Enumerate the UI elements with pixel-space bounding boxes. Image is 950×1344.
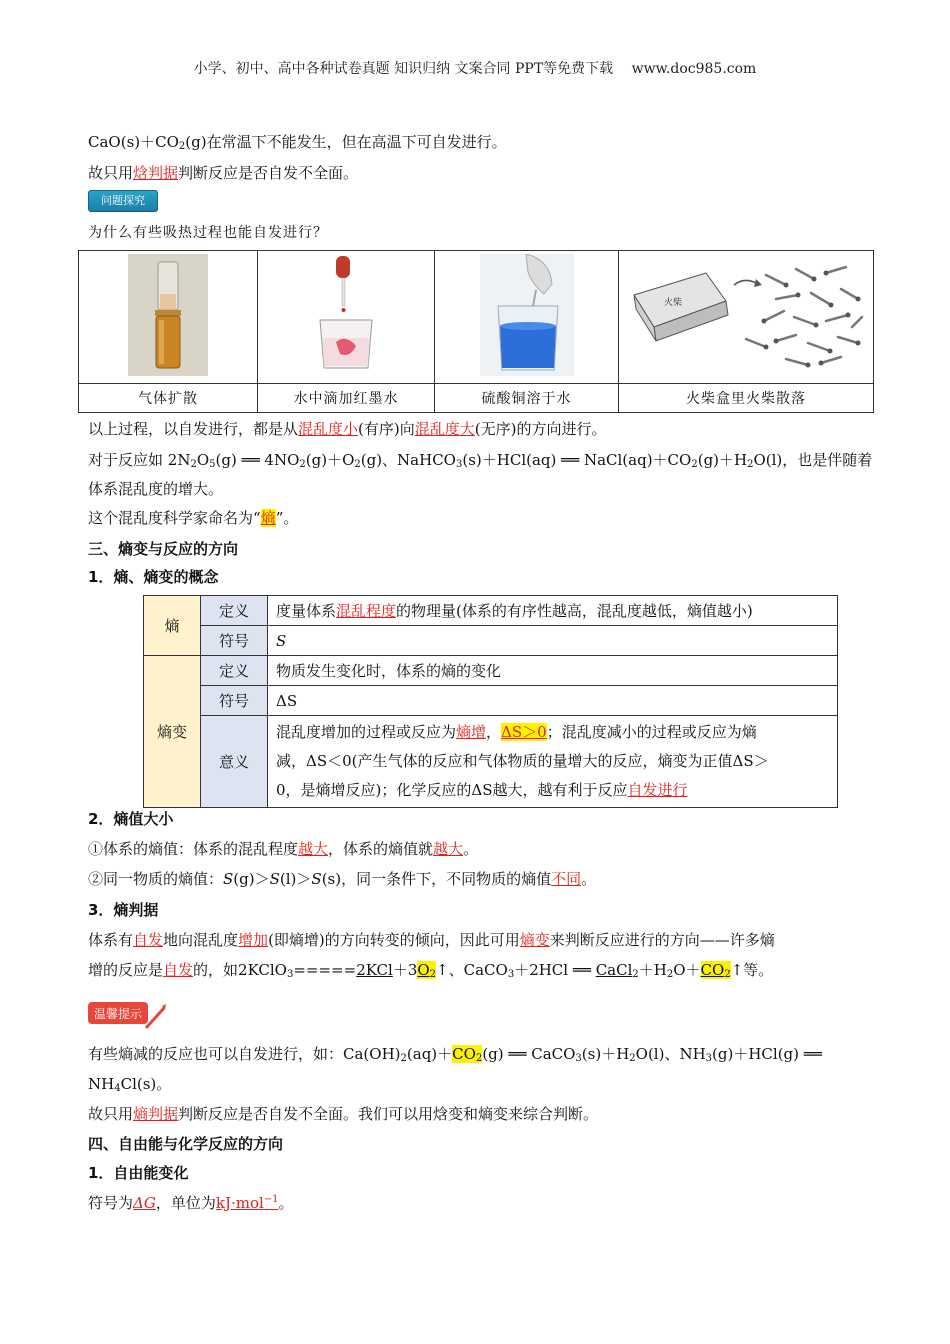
copper-sulfate-image xyxy=(435,251,619,384)
cell-def-2: 定义 xyxy=(201,656,268,686)
red-ink-image xyxy=(258,251,435,384)
section-3-title: 三、熵变与反应的方向 xyxy=(88,540,239,558)
caption-matches: 火柴盒里火柴散落 xyxy=(619,384,874,413)
caption-red-ink: 水中滴加红墨水 xyxy=(258,384,435,413)
subsection-3-1-title: 1．熵、熵变的概念 xyxy=(88,568,219,586)
cell-entropy-change: 熵变 xyxy=(144,656,201,808)
matches-image xyxy=(619,251,874,384)
para-entropy-criterion-2: 增的反应是自发的，如$2KClO_3=====2KCl+3O_2↑$、CaCO$_3$＋2HCl ══ $CaCl_2+H_2O+CO_2↑$等。 xyxy=(88,961,774,980)
caption-gas-diffusion: 气体扩散 xyxy=(79,384,258,413)
para-entropy-criterion-1: 体系有自发地向混乱度增加(即熵增)的方向转变的倾向，因此可用熵变来判断反应进行的方向——许多熵 xyxy=(88,931,775,949)
process-image-table xyxy=(78,250,874,413)
para-nh4cl: $NH_4Cl(s)$。 xyxy=(88,1075,172,1094)
warm-tip-text: 温馨提示 xyxy=(93,1007,143,1021)
enthalpy-criterion: 焓判据 xyxy=(133,164,179,182)
caption-copper-sulfate: 硫酸铜溶于水 xyxy=(435,384,619,413)
cell-change-sym: ΔS xyxy=(268,686,838,716)
para-entropy-name: 这个混乱度科学家命名为“熵”。 xyxy=(88,509,299,527)
cell-def-1: 定义 xyxy=(201,596,268,626)
para-free-energy: 符号为ΔG，单位为kJ·mol$^{-1}$。 xyxy=(88,1194,294,1212)
para-reaction-examples: 对于反应如 $2N_2O_5(g)$ ══ $4NO_2(g)+O_2(g)$、NaHCO$_3$(s)＋HCl(aq) ══ $NaCl(aq)+CO_2(g)+H_2O(l)$，也是伴随着 xyxy=(88,451,873,470)
gas-diffusion-image xyxy=(79,251,258,384)
warm-tip-badge xyxy=(88,998,168,1032)
para-combined-judgement: 故只用熵判据判断反应是否自发不全面。我们可以用焓变和熵变来综合判断。 xyxy=(88,1105,599,1123)
cell-sym-2: 符号 xyxy=(201,686,268,716)
section-4-title: 四、自由能与化学反应的方向 xyxy=(88,1135,284,1153)
cell-change-meaning: 混乱度增加的过程或反应为熵增，ΔS＞0；混乱度减小的过程或反应为熵 减，ΔS＜0(产生气体的反应和气体物质的量增大的反应，熵变为正值ΔS＞ 0，是熵增反应)；化学反应的ΔS越大，越有利于反应自发进行 xyxy=(268,716,838,808)
subsection-4-1-title: 1．自由能变化 xyxy=(88,1164,189,1182)
entropy-term: 熵 xyxy=(260,509,276,527)
matchbox-label: 火柴 xyxy=(664,298,683,308)
cell-sym-1: 符号 xyxy=(201,626,268,656)
question-text: 为什么有些吸热过程也能自发进行？ xyxy=(88,225,328,241)
para-disorder: 以上过程，以自发进行，都是从混乱度小(有序)向混乱度大(无序)的方向进行。 xyxy=(88,420,607,438)
intro-line-1: $CaO(s)+CO_2(g)$在常温下不能发生，但在高温下可自发进行。 xyxy=(88,133,507,152)
page-header: 小学、初中、高中各种试卷真题 知识归纳 文案合同 PPT等免费下载 www.doc985.com xyxy=(193,61,757,77)
para-entropy-decrease: 有些熵减的反应也可以自发进行，如：$Ca(OH)_2(aq)+CO_2(g)$ ══ $CaCO_3(s)+H_2O(l)$、$NH_3(g)+HCl(g)$ ══ xyxy=(88,1045,822,1064)
entropy-concept-table xyxy=(143,595,838,808)
subsection-3-3-title: 3．熵判据 xyxy=(88,901,159,919)
problem-explore-badge: 问题探究 xyxy=(88,190,158,212)
intro-line-2: 故只用焓判据判断反应是否自发不全面。 xyxy=(88,164,359,182)
cell-meaning: 意义 xyxy=(201,716,268,808)
para-entropy-value-2: ②同一物质的熵值：S(g)＞S(l)＞S(s)，同一条件下，不同物质的熵值不同。 xyxy=(88,870,597,888)
para-disorder-increase: 体系混乱度的增大。 xyxy=(88,480,224,498)
cell-entropy-def: 度量体系混乱程度的物理量(体系的有序性越高，混乱度越低，熵值越小) xyxy=(268,596,838,626)
subsection-3-2-title: 2．熵值大小 xyxy=(88,810,174,828)
cell-entropy-sym: S xyxy=(268,626,838,656)
cell-change-def: 物质发生变化时，体系的熵的变化 xyxy=(268,656,838,686)
para-entropy-value-1: ①体系的熵值：体系的混乱程度越大，体系的熵值就越大。 xyxy=(88,840,479,858)
cell-entropy: 熵 xyxy=(144,596,201,656)
